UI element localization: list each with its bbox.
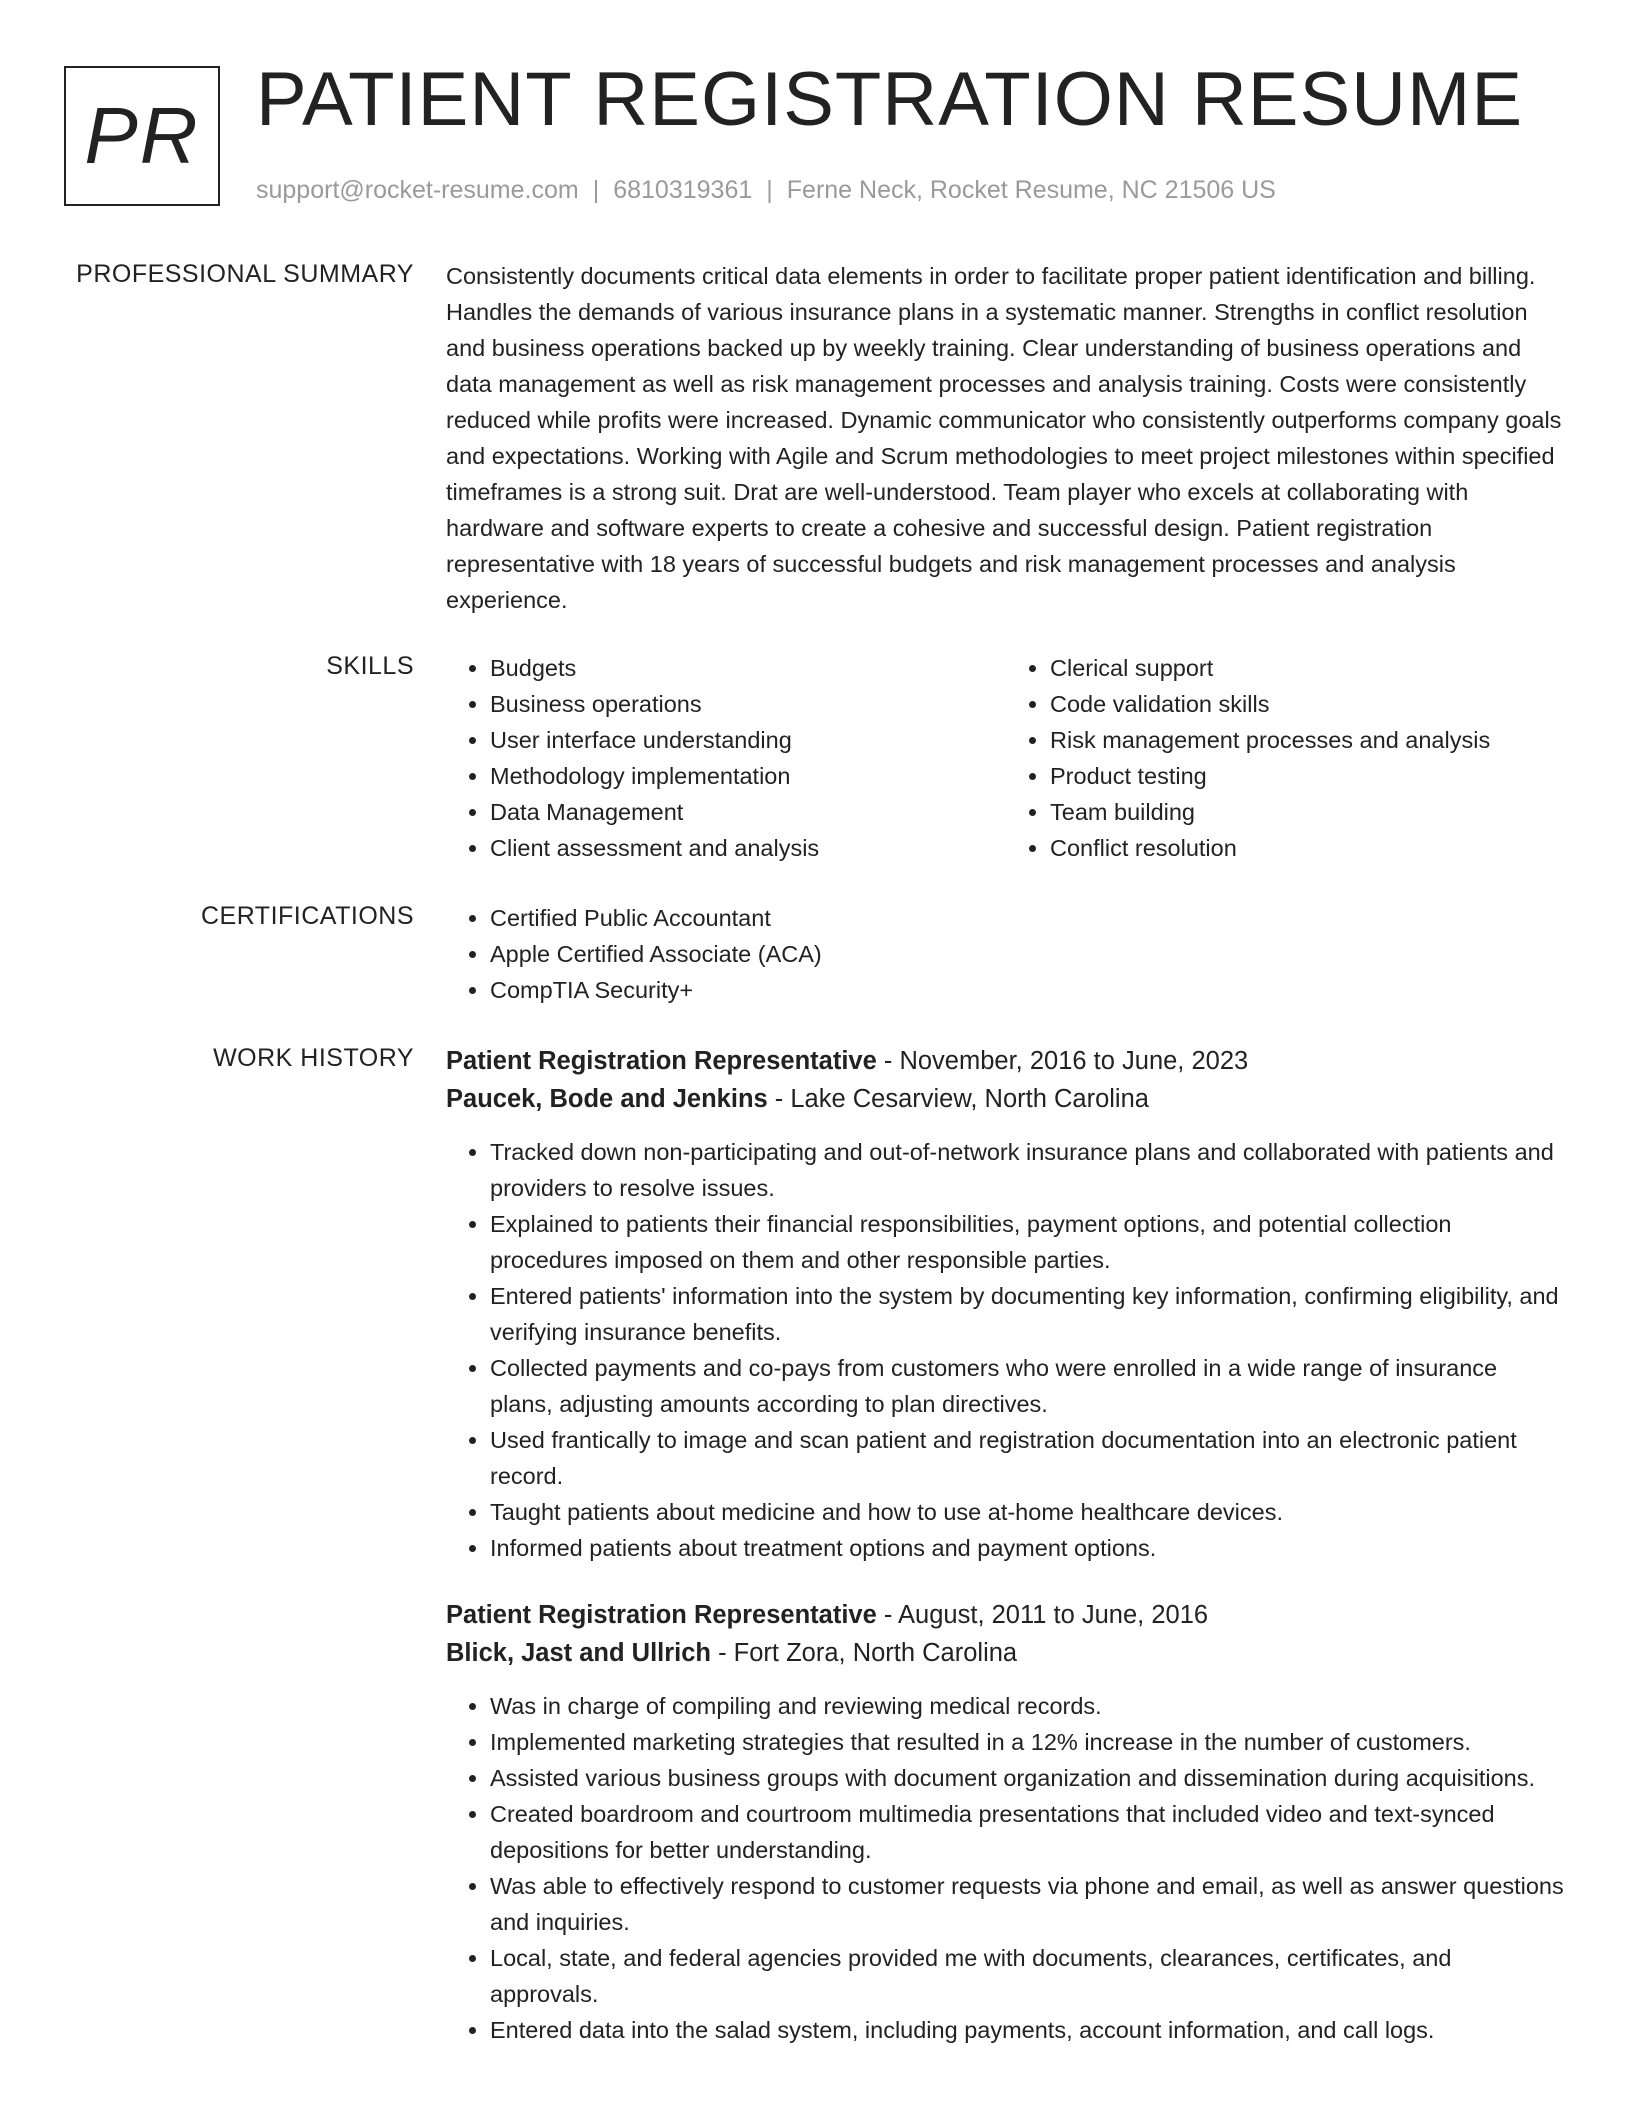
certification-item: • CompTIA Security+	[490, 972, 1566, 1008]
job-duty-item: • Taught patients about medicine and how to use at-home healthcare devices.	[490, 1494, 1566, 1530]
job-location: - Fort Zora, North Carolina	[711, 1639, 1018, 1667]
resume-title: PATIENT REGISTRATION RESUME	[256, 57, 1524, 142]
skill-item: • Data Management	[490, 794, 1006, 830]
work-history-heading: WORK HISTORY	[213, 1044, 414, 1072]
skills-list-left	[446, 650, 1006, 866]
skills-list-right	[1006, 650, 1566, 866]
job-title: Patient Registration Representative	[446, 1047, 877, 1075]
job-duties-list	[446, 1134, 1566, 1566]
job-title: Patient Registration Representative	[446, 1601, 877, 1629]
contact-address: Ferne Neck, Rocket Resume, NC 21506 US	[786, 176, 1276, 204]
job-duty-item: • Implemented marketing strategies that resulted in a 12% increase in the number of customers.	[490, 1724, 1566, 1760]
job-duty-item: • Tracked down non-participating and out-of-network insurance plans and collaborated with patients and providers to resolve issues.	[490, 1134, 1566, 1206]
skill-item: • Risk management processes and analysis	[1050, 722, 1566, 758]
job-company-line	[446, 1634, 1566, 1672]
contact-separator: |	[592, 176, 600, 204]
job-duty-item: • Created boardroom and courtroom multimedia presentations that included video and text-synced depositions for better understanding.	[490, 1796, 1566, 1868]
job-company-line	[446, 1080, 1566, 1118]
certifications-heading: CERTIFICATIONS	[200, 902, 414, 930]
job-dates: - November, 2016 to June, 2023	[876, 1047, 1249, 1075]
monogram-box	[64, 66, 220, 206]
skill-item: • Code validation skills	[1050, 686, 1566, 722]
contact-line	[256, 176, 1276, 205]
job-company: Paucek, Bode and Jenkins	[446, 1085, 768, 1113]
work-history-body	[446, 1042, 1566, 2078]
skill-item: • User interface understanding	[490, 722, 1006, 758]
skills-heading: SKILLS	[326, 652, 414, 680]
skill-item: • Client assessment and analysis	[490, 830, 1006, 866]
summary-heading: PROFESSIONAL SUMMARY	[76, 260, 414, 288]
job-duty-item: • Entered data into the salad system, including payments, account information, and call logs.	[490, 2012, 1566, 2048]
job-duty-item: • Local, state, and federal agencies provided me with documents, clearances, certificates, and approvals.	[490, 1940, 1566, 2012]
job-title-line	[446, 1042, 1566, 1080]
job-duty-item: • Assisted various business groups with document organization and dissemination during acquisitions.	[490, 1760, 1566, 1796]
job-entry	[446, 1596, 1566, 2048]
skill-item: • Team building	[1050, 794, 1566, 830]
skill-item: • Methodology implementation	[490, 758, 1006, 794]
job-duty-item: • Was able to effectively respond to customer requests via phone and email, as well as answer questions and inquiries.	[490, 1868, 1566, 1940]
job-entry	[446, 1042, 1566, 1566]
job-company: Blick, Jast and Ullrich	[446, 1639, 712, 1667]
job-duties-list	[446, 1688, 1566, 2048]
certifications-list	[446, 900, 1566, 1008]
skill-item: • Product testing	[1050, 758, 1566, 794]
monogram-initials: PR	[84, 91, 200, 180]
skill-item: • Business operations	[490, 686, 1006, 722]
certifications-body	[446, 900, 1566, 1008]
job-title-line	[446, 1596, 1566, 1634]
summary-text: Consistently documents critical data elements in order to facilitate proper patient identification and billing. Handles the demands of various insurance plans in a systematic manner. Strengths in conflict resolution and business operations backed up by weekly training. Clear understanding of business operations and data management as well as risk management processes and analysis training. Costs were consistently reduced while profits were increased. Dynamic communicator who consistently outperforms company goals and expectations. Working with Agile and Scrum methodologies to meet project milestones within specified timeframes is a strong suit. Drat are well-understood. Team player who excels at collaborating with hardware and software experts to create a cohesive and successful design. Patient registration representative with 18 years of successful budgets and risk management processes and analysis experience.	[446, 263, 1562, 613]
summary-body	[446, 258, 1566, 618]
job-duty-item: • Was in charge of compiling and reviewing medical records.	[490, 1688, 1566, 1724]
job-dates: - August, 2011 to June, 2016	[876, 1601, 1209, 1629]
skill-item: • Budgets	[490, 650, 1006, 686]
skills-body	[446, 650, 1566, 866]
certification-item: • Certified Public Accountant	[490, 900, 1566, 936]
job-duty-item: • Collected payments and co-pays from customers who were enrolled in a wide range of insurance plans, adjusting amounts according to plan directives.	[490, 1350, 1566, 1422]
contact-email[interactable]: support@rocket-resume.com	[256, 176, 579, 204]
job-duty-item: • Explained to patients their financial responsibilities, payment options, and potential collection procedures imposed on them and other responsible parties.	[490, 1206, 1566, 1278]
skill-item: • Clerical support	[1050, 650, 1566, 686]
contact-phone[interactable]: 6810319361	[613, 176, 753, 204]
job-duty-item: • Entered patients' information into the system by documenting key information, confirming eligibility, and verifying insurance benefits.	[490, 1278, 1566, 1350]
certification-item: • Apple Certified Associate (ACA)	[490, 936, 1566, 972]
skill-item: • Conflict resolution	[1050, 830, 1566, 866]
job-duty-item: • Informed patients about treatment options and payment options.	[490, 1530, 1566, 1566]
contact-separator: |	[766, 176, 773, 204]
job-duty-item: • Used frantically to image and scan patient and registration documentation into an electronic patient record.	[490, 1422, 1566, 1494]
job-location: - Lake Cesarview, North Carolina	[767, 1085, 1149, 1113]
